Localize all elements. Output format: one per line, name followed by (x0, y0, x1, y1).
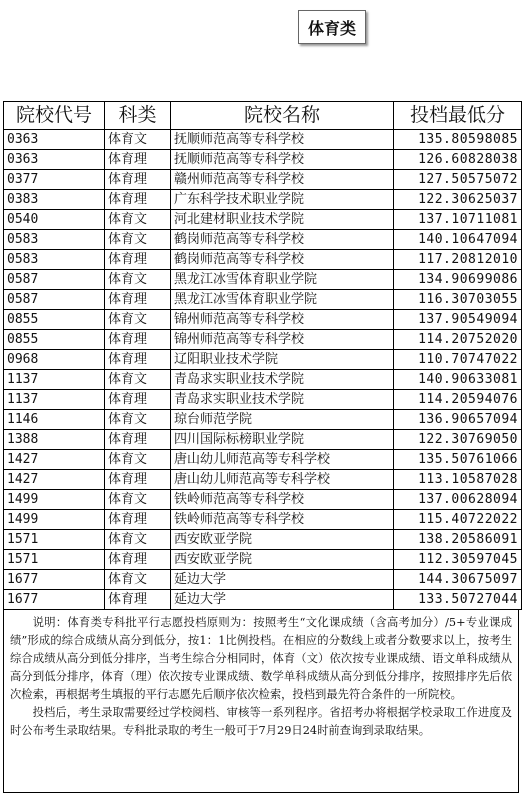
category-cell: 体育理 (105, 470, 171, 490)
category-cell: 体育理 (105, 550, 171, 570)
category-cell: 体育理 (105, 590, 171, 610)
min-score-cell: 144.30675097 (394, 570, 522, 590)
table-row (4, 590, 522, 610)
school-name-cell: 广东科学技术职业学院 (171, 190, 394, 210)
min-score-cell: 116.30703055 (394, 290, 522, 310)
header-school-code: 院校代号 (4, 102, 105, 130)
category-cell: 体育理 (105, 290, 171, 310)
school-name-cell: 延边大学 (171, 570, 394, 590)
school-code-cell: 1427 (4, 450, 105, 470)
school-code-cell: 0363 (4, 130, 105, 150)
school-name-cell: 西安欧亚学院 (171, 550, 394, 570)
min-score-cell: 114.20594076 (394, 390, 522, 410)
table-row (4, 430, 522, 450)
category-cell: 体育文 (105, 530, 171, 550)
school-code-cell: 1499 (4, 510, 105, 530)
table-row (4, 350, 522, 370)
min-score-cell: 134.90699086 (394, 270, 522, 290)
min-score-cell: 127.50575072 (394, 170, 522, 190)
min-score-cell: 126.60828038 (394, 150, 522, 170)
category-cell: 体育理 (105, 250, 171, 270)
school-name-cell: 唐山幼儿师范高等专科学校 (171, 450, 394, 470)
table-row (4, 330, 522, 350)
min-score-cell: 114.20752020 (394, 330, 522, 350)
school-code-cell: 0583 (4, 230, 105, 250)
school-code-cell: 0583 (4, 250, 105, 270)
school-name-cell: 抚顺师范高等专科学校 (171, 150, 394, 170)
category-cell: 体育文 (105, 210, 171, 230)
category-cell: 体育理 (105, 190, 171, 210)
school-name-cell: 鹤岗师范高等专科学校 (171, 250, 394, 270)
school-code-cell: 1677 (4, 570, 105, 590)
note-paragraph-2: 投档后，考生录取需要经过学校阅档、审核等一系列程序。省招考办将根据学校录取工作进度及时公布考生录取结果。专科批录取的考生一般可于7月29日24时前查询到录取结果。 (10, 706, 512, 737)
table-row (4, 270, 522, 290)
min-score-cell: 112.30597045 (394, 550, 522, 570)
min-score-cell: 135.80598085 (394, 130, 522, 150)
school-code-cell: 1677 (4, 590, 105, 610)
min-score-cell: 140.90633081 (394, 370, 522, 390)
min-score-cell: 140.10647094 (394, 230, 522, 250)
category-cell: 体育文 (105, 370, 171, 390)
category-cell: 体育理 (105, 430, 171, 450)
table-row (4, 310, 522, 330)
school-name-cell: 青岛求实职业技术学院 (171, 390, 394, 410)
category-cell: 体育文 (105, 130, 171, 150)
explanation-note (3, 610, 519, 793)
school-name-cell: 锦州师范高等专科学校 (171, 310, 394, 330)
table-row (4, 550, 522, 570)
school-code-cell: 0855 (4, 330, 105, 350)
table-row (4, 510, 522, 530)
table-row (4, 290, 522, 310)
school-name-cell: 鹤岗师范高等专科学校 (171, 230, 394, 250)
category-cell: 体育文 (105, 570, 171, 590)
min-score-cell: 138.20586091 (394, 530, 522, 550)
school-code-cell: 1388 (4, 430, 105, 450)
admission-score-table (3, 101, 522, 610)
note-paragraph-1: 说明：体育类专科批平行志愿投档原则为：按照考生“文化课成绩（含高考加分）/5+专业课成绩”形成的综合成绩从高分到低分，按1：1比例投档。在相应的分数线上或者分数要求以上，按考生综合成绩从高分到低分排序，当考生综合分相同时，体育（文）依次按专业课成绩、语文单科成绩从高分到低分排序，体育（理）依次按专业课成绩、数学单科成绩从高分到低分排序，按照排序先后依次检索，再根据考生填报的平行志愿先后顺序依次检索，投档到最先符合条件的一所院校。 (10, 616, 512, 701)
min-score-cell: 110.70747022 (394, 350, 522, 370)
table-header-row (4, 102, 522, 130)
category-cell: 体育理 (105, 150, 171, 170)
school-code-cell: 1571 (4, 530, 105, 550)
table-body (4, 130, 522, 610)
header-category: 科类 (105, 102, 171, 130)
table-row (4, 570, 522, 590)
table-row (4, 490, 522, 510)
school-code-cell: 0968 (4, 350, 105, 370)
table-row (4, 190, 522, 210)
school-name-cell: 辽阳职业技术学院 (171, 350, 394, 370)
school-name-cell: 抚顺师范高等专科学校 (171, 130, 394, 150)
category-cell: 体育理 (105, 330, 171, 350)
table-row (4, 450, 522, 470)
min-score-cell: 122.30625037 (394, 190, 522, 210)
school-name-cell: 黑龙江冰雪体育职业学院 (171, 270, 394, 290)
school-code-cell: 1137 (4, 370, 105, 390)
category-cell: 体育理 (105, 350, 171, 370)
school-code-cell: 1499 (4, 490, 105, 510)
school-code-cell: 0383 (4, 190, 105, 210)
category-cell: 体育文 (105, 490, 171, 510)
category-cell: 体育理 (105, 170, 171, 190)
school-code-cell: 0587 (4, 290, 105, 310)
school-name-cell: 铁岭师范高等专科学校 (171, 490, 394, 510)
table-row (4, 170, 522, 190)
min-score-cell: 137.10711081 (394, 210, 522, 230)
min-score-cell: 136.90657094 (394, 410, 522, 430)
school-code-cell: 1137 (4, 390, 105, 410)
school-code-cell: 1427 (4, 470, 105, 490)
school-name-cell: 唐山幼儿师范高等专科学校 (171, 470, 394, 490)
table-row (4, 470, 522, 490)
page-title: 体育类 (298, 10, 366, 44)
school-name-cell: 青岛求实职业技术学院 (171, 370, 394, 390)
header-school-name: 院校名称 (171, 102, 394, 130)
school-code-cell: 1146 (4, 410, 105, 430)
school-code-cell: 0540 (4, 210, 105, 230)
school-code-cell: 0587 (4, 270, 105, 290)
category-cell: 体育文 (105, 310, 171, 330)
min-score-cell: 137.00628094 (394, 490, 522, 510)
table-row (4, 410, 522, 430)
school-name-cell: 西安欧亚学院 (171, 530, 394, 550)
school-name-cell: 黑龙江冰雪体育职业学院 (171, 290, 394, 310)
min-score-cell: 117.20812010 (394, 250, 522, 270)
school-code-cell: 0363 (4, 150, 105, 170)
school-name-cell: 河北建材职业技术学院 (171, 210, 394, 230)
category-cell: 体育文 (105, 410, 171, 430)
min-score-cell: 115.40722022 (394, 510, 522, 530)
table-row (4, 530, 522, 550)
category-cell: 体育文 (105, 450, 171, 470)
min-score-cell: 113.10587028 (394, 470, 522, 490)
school-code-cell: 0855 (4, 310, 105, 330)
school-code-cell: 0377 (4, 170, 105, 190)
min-score-cell: 122.30769050 (394, 430, 522, 450)
school-code-cell: 1571 (4, 550, 105, 570)
min-score-cell: 137.90549094 (394, 310, 522, 330)
table-row (4, 150, 522, 170)
table-row (4, 390, 522, 410)
table-row (4, 230, 522, 250)
school-name-cell: 锦州师范高等专科学校 (171, 330, 394, 350)
category-cell: 体育文 (105, 270, 171, 290)
category-cell: 体育理 (105, 390, 171, 410)
school-name-cell: 琼台师范学院 (171, 410, 394, 430)
school-name-cell: 赣州师范高等专科学校 (171, 170, 394, 190)
category-cell: 体育文 (105, 230, 171, 250)
header-min-score: 投档最低分 (394, 102, 522, 130)
table-row (4, 130, 522, 150)
table-row (4, 250, 522, 270)
table-row (4, 210, 522, 230)
school-name-cell: 延边大学 (171, 590, 394, 610)
table-row (4, 370, 522, 390)
school-name-cell: 四川国际标榜职业学院 (171, 430, 394, 450)
min-score-cell: 133.50727044 (394, 590, 522, 610)
min-score-cell: 135.50761066 (394, 450, 522, 470)
school-name-cell: 铁岭师范高等专科学校 (171, 510, 394, 530)
category-cell: 体育理 (105, 510, 171, 530)
